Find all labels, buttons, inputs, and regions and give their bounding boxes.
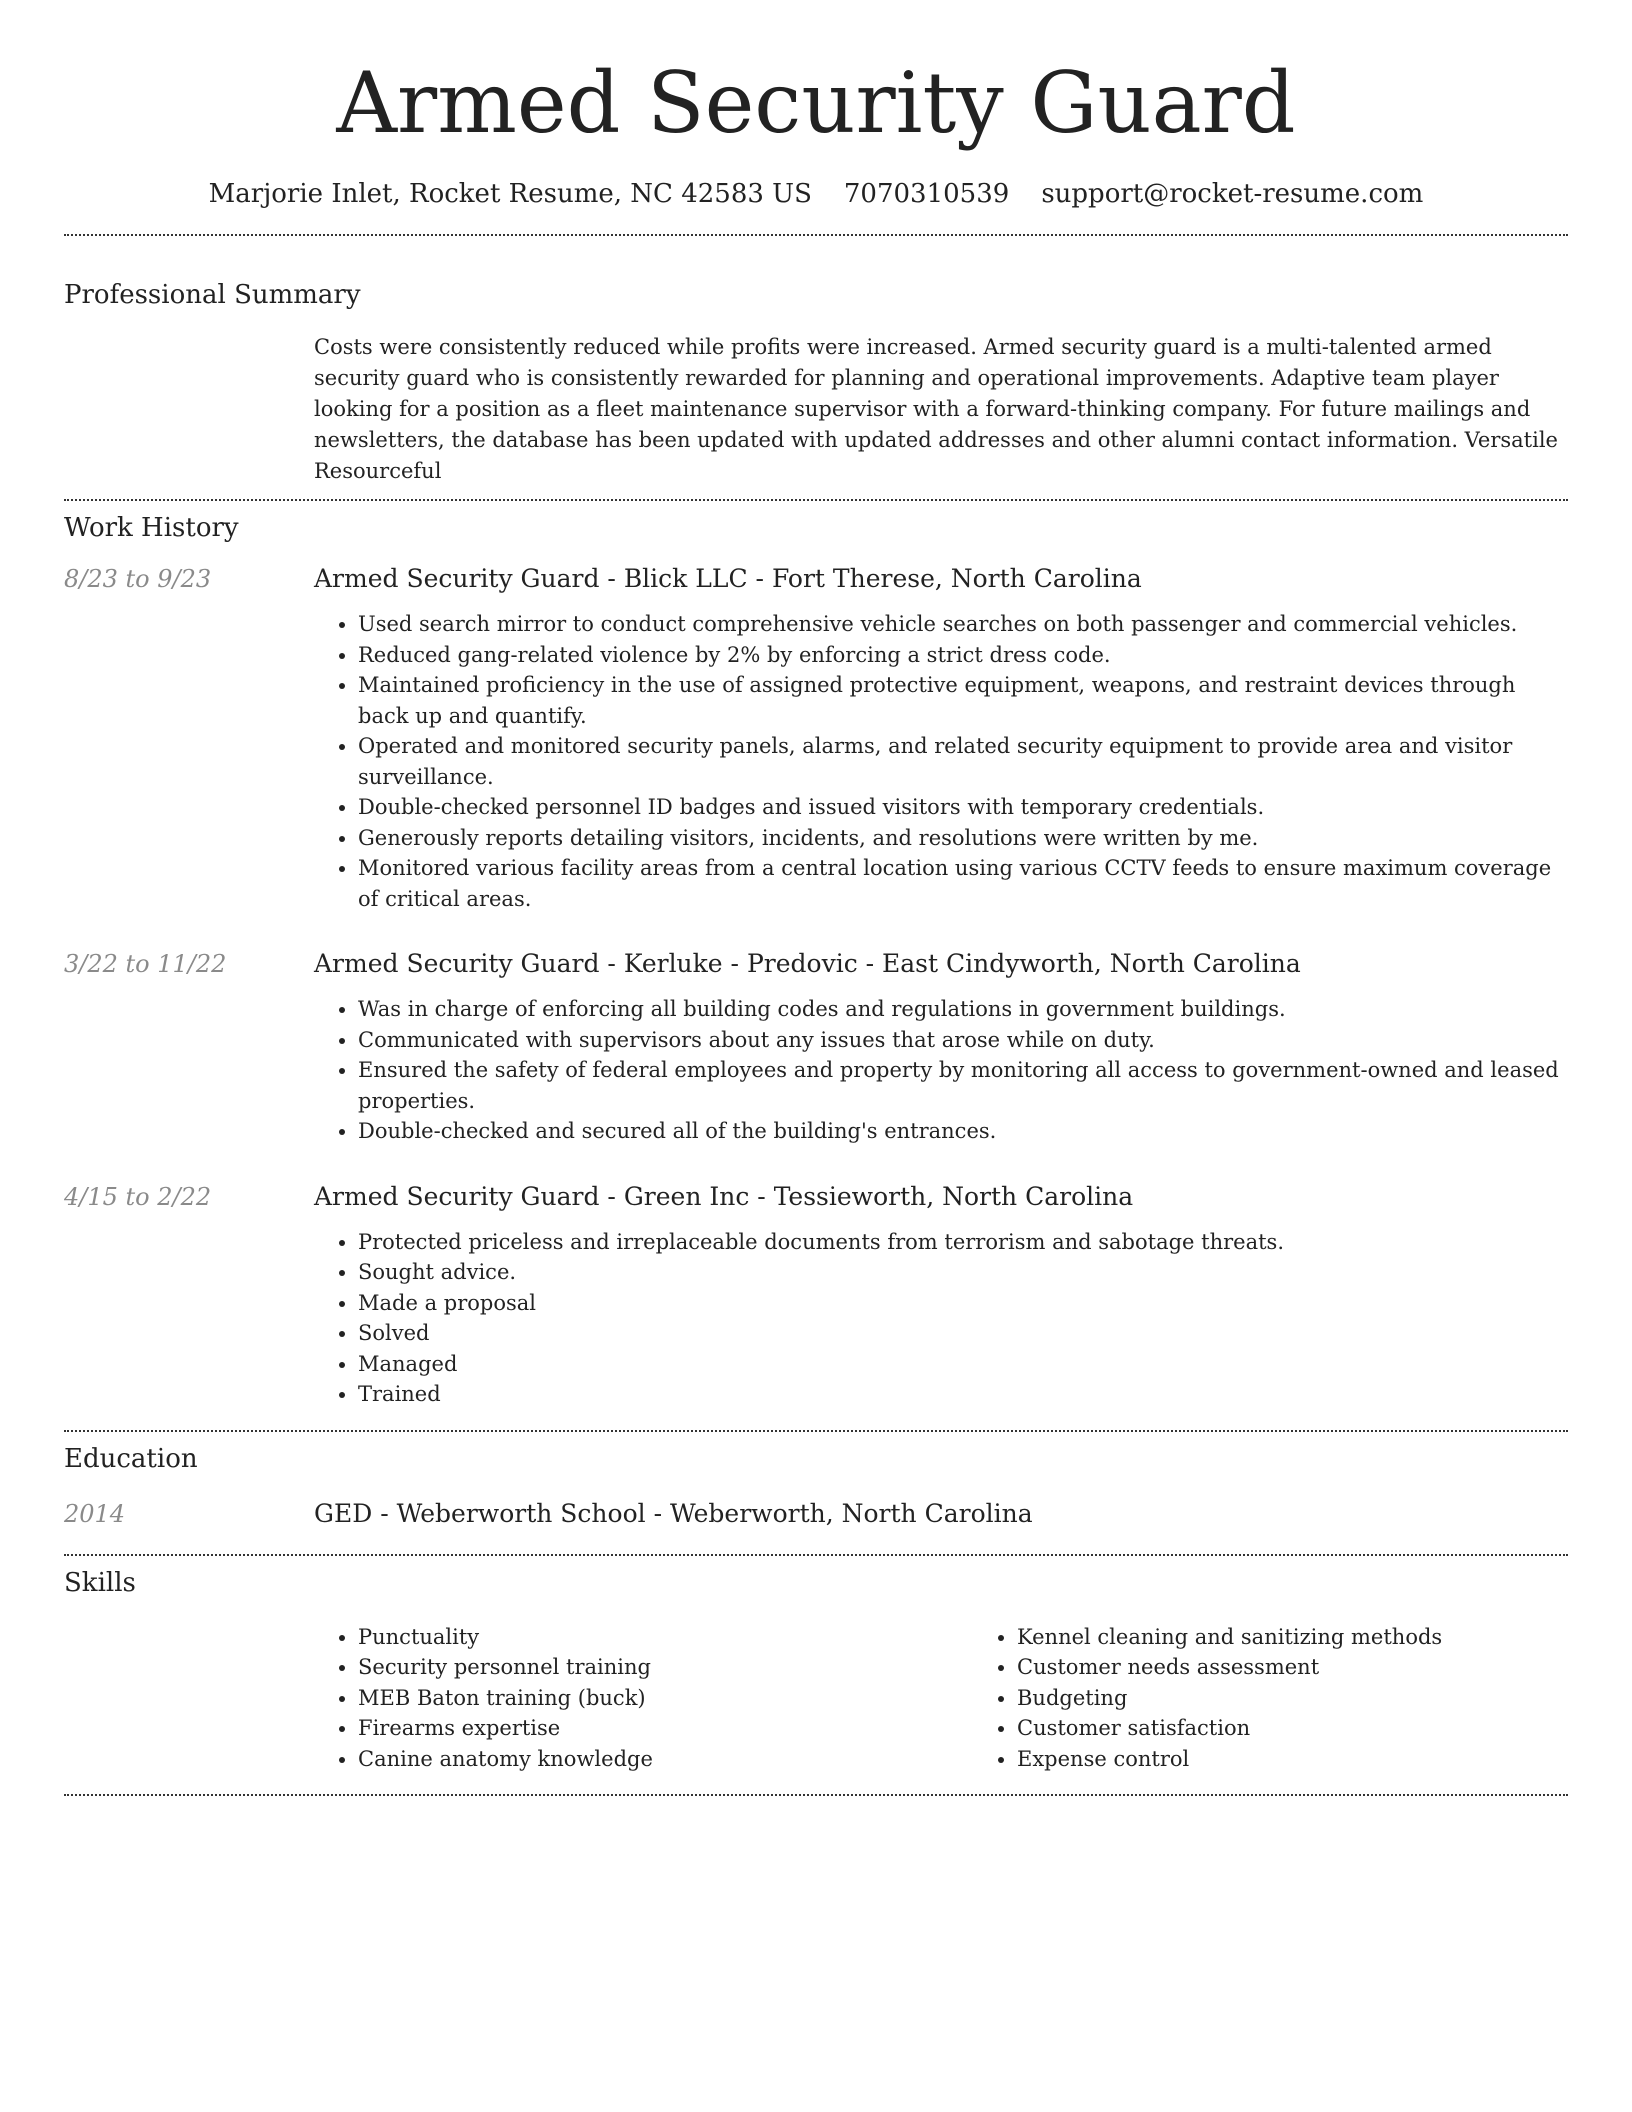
list-item: • Generously reports detailing visitors, incidents, and resolutions were written by me. xyxy=(358,823,1568,854)
education-dates: 2014 xyxy=(64,1499,126,1528)
job-dates: 4/15 to 2/22 xyxy=(64,1182,212,1211)
list-item: • Monitored various facility areas from a central location using various CCTV feeds to ensure maximum coverage of critical areas. xyxy=(358,853,1568,914)
section-title-summary: Professional Summary xyxy=(64,280,361,310)
job-entry xyxy=(64,948,1568,1147)
skill-item: • Customer satisfaction xyxy=(1017,1713,1632,1744)
job-bullets xyxy=(314,609,1568,914)
list-item: • Protected priceless and irreplaceable documents from terrorism and sabotage threats. xyxy=(358,1227,1568,1258)
contact-phone: 7070310539 xyxy=(843,179,1010,209)
job-dates: 8/23 to 9/23 xyxy=(64,565,212,593)
skill-item: • Budgeting xyxy=(1017,1683,1632,1714)
list-item: • Made a proposal xyxy=(358,1288,1568,1319)
job-dates: 3/22 to 11/22 xyxy=(64,950,227,978)
resume-page xyxy=(64,0,1568,1796)
list-item: • Ensured the safety of federal employees and property by monitoring all access to government-owned and leased properties. xyxy=(358,1055,1568,1116)
skills-row xyxy=(64,1622,1568,1775)
list-item: • Solved xyxy=(358,1318,1568,1349)
section-title-work-history: Work History xyxy=(64,513,239,543)
list-item: • Trained xyxy=(358,1379,1568,1410)
skills-list-left xyxy=(314,1622,973,1775)
skills-list-right xyxy=(973,1622,1632,1775)
contact-email: support@rocket-resume.com xyxy=(1041,179,1424,209)
job-title: Armed Security Guard - Green Inc - Tessieworth, North Carolina xyxy=(314,1181,1134,1211)
skill-item: • Punctuality xyxy=(358,1622,973,1653)
education-entry xyxy=(64,1498,1568,1530)
skill-item: • Security personnel training xyxy=(358,1652,973,1683)
list-item: • Sought advice. xyxy=(358,1257,1568,1288)
job-title: Armed Security Guard - Kerluke - Predovic - East Cindyworth, North Carolina xyxy=(314,949,1301,978)
skill-item: • MEB Baton training (buck) xyxy=(358,1683,973,1714)
summary-row xyxy=(64,332,1568,487)
education-title: GED - Weberworth School - Weberworth, North Carolina xyxy=(314,1498,1033,1528)
job-title: Armed Security Guard - Blick LLC - Fort Therese, North Carolina xyxy=(314,564,1142,593)
skill-item: • Expense control xyxy=(1017,1744,1632,1775)
section-title-skills: Skills xyxy=(64,1567,136,1598)
job-bullets xyxy=(314,994,1568,1147)
skill-item: • Customer needs assessment xyxy=(1017,1652,1632,1683)
list-item: • Managed xyxy=(358,1349,1568,1380)
contact-line xyxy=(64,176,1568,212)
resume-name: Armed Security Guard xyxy=(336,54,1296,152)
list-item: • Double-checked personnel ID badges and issued visitors with temporary credentials. xyxy=(358,792,1568,823)
job-entry xyxy=(64,563,1568,914)
list-item: • Reduced gang-related violence by 2% by enforcing a strict dress code. xyxy=(358,640,1568,671)
list-item: • Operated and monitored security panels, alarms, and related security equipment to provide area and visitor surveillance. xyxy=(358,731,1568,792)
section-title-education: Education xyxy=(64,1443,198,1474)
list-item: • Communicated with supervisors about any issues that arose while on duty. xyxy=(358,1025,1568,1056)
skill-item: • Canine anatomy knowledge xyxy=(358,1744,973,1775)
job-entry xyxy=(64,1181,1568,1410)
job-bullets xyxy=(314,1227,1568,1410)
skill-item: • Kennel cleaning and sanitizing methods xyxy=(1017,1622,1632,1653)
list-item: • Maintained proficiency in the use of assigned protective equipment, weapons, and restraint devices through back up and quantify. xyxy=(358,670,1568,731)
divider xyxy=(64,1794,1568,1796)
skill-item: • Firearms expertise xyxy=(358,1713,973,1744)
list-item: • Double-checked and secured all of the building's entrances. xyxy=(358,1116,1568,1147)
summary-text: Costs were consistently reduced while profits were increased. Armed security guard is a multi-talented armed security guard who is consistently rewarded for planning and operational improvements. Adaptive team player looking for a position as a fleet maintenance supervisor with a forward-thinking company. For future mailings and newsletters, the database has been updated with updated addresses and other alumni contact information. Versatile Resourceful xyxy=(314,335,1558,483)
contact-address: Marjorie Inlet, Rocket Resume, NC 42583 US xyxy=(208,179,812,209)
list-item: • Was in charge of enforcing all building codes and regulations in government buildings. xyxy=(358,994,1568,1025)
list-item: • Used search mirror to conduct comprehensive vehicle searches on both passenger and commercial vehicles. xyxy=(358,609,1568,640)
